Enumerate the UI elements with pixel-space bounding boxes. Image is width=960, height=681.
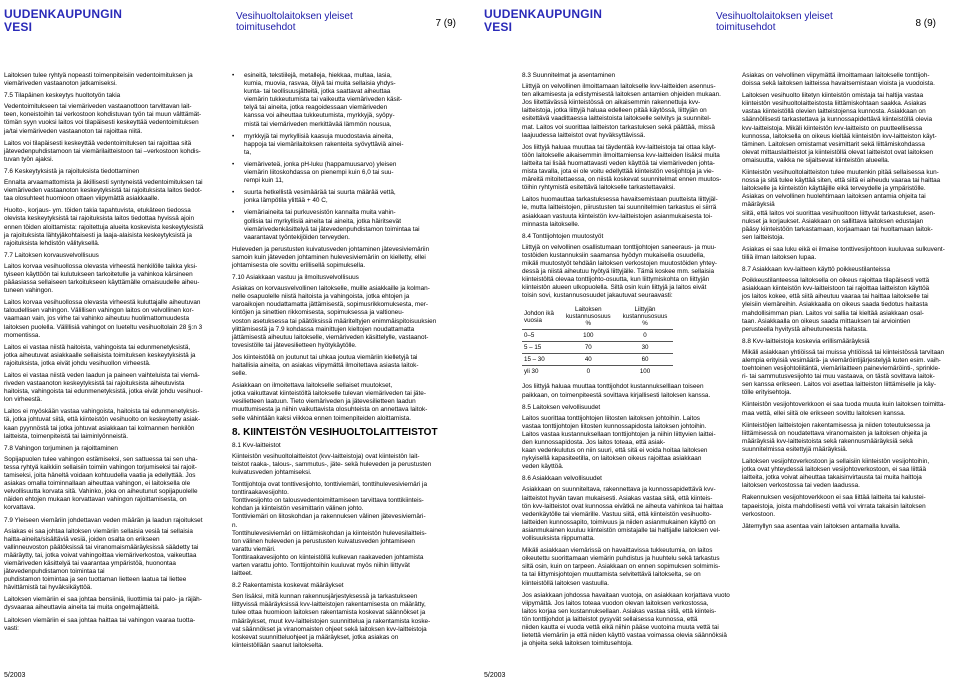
logo-line-2: VESI bbox=[4, 20, 33, 34]
paragraph: Jos asiakkaan johdossa havaitaan vuotoja, on asiakkaan korjattava vuoto viipymättä. Jos laitos toteaa vuodon olevan laitoksen verkostossa, laitos korjaa sen kustannuksellaan. Asiakas vastaa siitä, että kiinteis- tön tonttijohdot ja laitteistot pysyvät sellaisessa kunnossa, että niiden kautta ei vuoda vettä eikä niihin pääse vuotoina muuta vettä tai lietettä viemäriin ja että niiden käyttö vastaa voimassa olevia säännöksiä ja ohjeita sekä laitoksen toimitusehtoja. bbox=[522, 591, 730, 648]
table-cell: 0 bbox=[617, 330, 674, 342]
paragraph: Jos liittyjä haluaa muuttaa tai täydentää kvv-laitteistoja tai ottaa käyt- töön laitokselle aikaisemmin ilmoittamiensa kvv-laitteiden lisäksi muita laitteita tai lisää huomattavasti veden käyttöä tai viemäriveden johta- mista tavalla, jota ei ole voitu edellyttää kiinteistön vesijohtoja ja vie- märeitä mitoitettaessa, on niistä koskevat suunnitelmat ennen muutos- töihin ryhtymistä esitettävä laitokselle tarkastettavaksi. bbox=[522, 143, 722, 192]
table-row bbox=[522, 366, 673, 378]
bullet-text: myrkkyjä tai myrkyllisiä kaasuja muodostavia aineita, happoja tai viemärilaitoksen rakenteita syövyttäviä ainei- ta, bbox=[244, 132, 404, 156]
section-heading: 7.8 Vahingon torjuminen ja rajoittaminen bbox=[4, 444, 118, 452]
paragraph: Kiinteistön vesijohtoverkkoon ei saa tuoda muuta kuin laitoksen toimitta- maa vettä, ellei siitä ole erikseen sovittu laitoksen kanssa. bbox=[742, 401, 946, 417]
table-cell: 100 bbox=[560, 330, 617, 342]
right-column-1 bbox=[522, 72, 732, 652]
paragraph: Asiakkaan on ilmoitettava laitokselle sellaiset muutokset, jotka vaikuttavat kiinteistöltä laitokselle tulevan viemäriveden tai jäte- vesilietteen laatuun. Tieto viemäriveden ja jätevesilietteen laadun muuttumisesta ja niihin vaikuttavista olosuhteista on annettava laitok- selle vähintään kaksi viikkoa ennen toimenpiteiden aloittamista. bbox=[232, 382, 428, 422]
paragraph: Sopijapuolen tulee vahingon estämiseksi, sen sattuessa tai sen uha- tessa ryhtyä kaikkiin sellaisiin toimiin vahingon torjumiseksi tai rajoit- tamiseksi, joita häneltä voidaan kohtuudella vaatia ja edellyttää. Jos asiakas omalla toiminnallaan aiheuttaa vahingon, ei laitoksella ole velvollisuutta korvata sitä. Vahinko, joka on aiheutunut sopijapuolelle näiden ehtojen mukaan korvattavan vahingon rajoittamisesta, on korvattava. bbox=[4, 455, 198, 512]
right-col1-top bbox=[522, 72, 732, 300]
bullet-item bbox=[232, 133, 450, 157]
paragraph: Jos kiinteistöllä on joutunut tai uhkaa joutua viemäriin kielletyjä tai haitallisia aineita, on asiakas viipymättä ilmoitettava asiasta laitok- selle. bbox=[232, 353, 419, 378]
paragraph: Vedentoimitukseen tai viemäriveden vastaanottoon tarvittavan lait- teen, koneistoihin tai verkostoon kohdistuvan työn tai muun välttämät- tömän syyn vuoksi laitos voi tilapäisesti keskeyttää vedentoimituksen ja/tai viemäriveden vastaanoton tai rajoittaa niitä. bbox=[4, 103, 202, 135]
table-cell: 100 bbox=[617, 366, 674, 378]
bullet-text: viemäriveteä, jonka pH-luku (happamuusarvo) yleisen viemärin liitoskohdassa on pienempi kuin 6,0 tai suu- rempi kuin 11, bbox=[244, 160, 397, 185]
table-cell: 60 bbox=[617, 354, 674, 366]
header-title bbox=[716, 11, 833, 33]
bullet-icon: • bbox=[232, 209, 235, 217]
table-row bbox=[522, 342, 673, 354]
section-heading: 8.7 Asiakkaan kvv-laitteen käyttö poikkeustilanteissa bbox=[742, 266, 891, 274]
paragraph: Laitoksen viemäriin ei saa johtaa bensiiniä, liuottimia tai palo- ja räjäh- dysvaaraa aiheuttavia aineita tai muita ongelmajätteitä. bbox=[4, 596, 202, 612]
logo-line-2: VESI bbox=[484, 20, 513, 34]
page-footer: 5/2003 bbox=[4, 672, 26, 679]
bullet-text: esineitä, tekstiilejä, metalleja, hiekkaa, multaa, lasia, kumia, muovia, rasvaa, öljyä tai muita sellaisia yhdys- kunta- tai teollisuusjätteitä, jotka saattavat aiheuttaa viemärin tukkeutumista tai vaikeutta viemäriveden käsit- telyä tai aineita, jotka reagoidessaan viemäriveden kanssa voi aiheuttaa tukkeutumista, myrkkyjä, syöpy- mistä tai viemäriveden merkittävää lämmön nousua, bbox=[244, 72, 403, 128]
table-row bbox=[522, 330, 673, 342]
bullet-item bbox=[232, 209, 450, 241]
bullet-item bbox=[232, 161, 450, 185]
paragraph: Mikäli asiakkaan viemärissä on havaittavissa tukkeutumia, on laitos oikeutettu suorittamaan viemärin puhdistus ja huuhtelu sekä tarkastus siltä osin, kuin on tarpeen. Asiakkaan on ennen sopimuksen solmimis- ta tai liittymisjohtojen muuttamista selvitettävä laitokselta, se on kiinteistöllä laitoksen vastuulla. bbox=[522, 547, 721, 587]
left-column-2 bbox=[232, 72, 450, 654]
paragraph: Laitoksen vesijohtoverkostoon ja sellaisiin kiinteistön vesijohtoihin, jotka ovat yhteydessä laitoksen vesijohtoverkostoon, ei saa liittää laitteita, jotka voivat aiheuttaa takaisinvirtausta tai muita haittoja laitoksen verkostossa tai veden laadussa. bbox=[742, 458, 930, 490]
section-heading: 7.9 Yleiseen viemäriin johdettavan veden määrän ja laadun rajoitukset bbox=[4, 516, 203, 524]
paragraph: Laitos voi tilapäisesti keskeyttää vedentoimituksen tai rajoittaa sitä jätevedenpuhdistamoon tai viemärilaitteistoon tai –verkostoon kohdis- tuvan työn ajaksi. bbox=[4, 139, 201, 163]
paragraph: Asiakas on velvollinen viipymättä ilmoittamaan laitokselle tonttijoh- doissa sekä laitoksen laitteissa havaitsemistaan vioista ja vuodoista. bbox=[742, 72, 935, 88]
paragraph: Laitos ei myöskään vastaa vahingoista, haitoista tai edunmenetyksis- tä, jotka johtuvat siitä, että kiinteistön vesihuolto on keskeytetty asiak- kaan pyynnöstä tai jotka johtuvat asiakkaan tai kolmannen henkilön laitteista, toimenpiteistä tai laiminlyönneistä. bbox=[4, 408, 201, 440]
paragraph: Huolto-, korjaus- ym. töiden takia tapahtuvista, etukäteen tiedossa olevista keskeytyksistä tai rajoituksista laitos tiedottaa hyvissä ajoin ennen töiden aloittamista: rajoitettuja alueita koskevista keskeytyksistä ja rajoituksista lähtyjäkohtaisesti ja laaja-alaisista keskeytyksistä ja rajoituksista lehdistön välityksellä. bbox=[4, 207, 204, 247]
paragraph: Liittyjä on velvollinen ilmoittamaan laitokselle kvv-laitteiden asennus- ten alkamisesta ja edistymisestä laitoksen antamien ohjeiden mukaan. Jos liitettävässä kiinteistössä on aikaisemmin rakennettuja kvv- laitteistoja, jotka liittyjä haluaa edelleen pitää käytössä, liittyjän on esitettävä vaadittaessa laitteistoista laitokselle selvitys ja suunnitel- mat. Laitos voi suorittaa laitteiston tarkastuksen sekä päättää, missä laajuudessa laitteistot ovat hyväksyttävissä. bbox=[522, 83, 721, 139]
paragraph: Laitos huomauttaa tarkastuksessa havaitsemistaan puutteista liittyjäl- le, mutta laitteistojen, piirustusten tai suunnitelmien tarkastus ei siirrä asiakkaan vastuuta kiinteistön kvv-laitteistojen asianmukaisesta toi- minnasta laitokselle. bbox=[522, 196, 718, 228]
section-heading: 7.10 Asiakkaan vastuu ja ilmoitusvelvollisuus bbox=[232, 274, 359, 282]
paragraph: Sen lisäksi, mitä kunnan rakennusjärjestyksessä ja tarkastukseen liittyvissä määräyksissä kvv-laitteistojen rakentamisesta on määrätty, tulee ottaa huomioon laitoksen rakentamista koskevat säännökset ja määräykset, muut kvv-laitteistojen suunnittelua ja rakentamista koske- vat säännökset ja viranomaisten ohjeet sekä laitoksen kvv-laitteistoja koskevat suunnitteluohjeet ja määräykset, jotka asiakas on kiinteistöllään saanut laitokselta. bbox=[232, 593, 431, 649]
section-heading: 8.8 Kvv-laitteistoja koskevia erillismääräyksiä bbox=[742, 337, 870, 345]
page-8 bbox=[480, 0, 960, 681]
table-header-cell: Liittyjän kustannusosuus % bbox=[622, 306, 668, 328]
paragraph: Laitoksen vesihuolto liitetyn kiinteistön omistaja tai haltija vastaa kiinteistön vesihuoltolaitteistosta liittämiskohtaan saakka. Asiakas vastaa kiinteistöllä olevien laitteistojensa kunnosta. Asiakkaan on säännöllisesti tarkastettava ja kunnossapidettävä kiinteistöllä olevia kvv-laitteistoja. Mikäli kiinteistön kvv-laitteisto on puutteellisessa kunnossa, laitoksella on oikeus kieltää kiinteistön kvv-laitteiston käyt- täminen. Laitoksen omistamat vesimittarit sekä liittämiskohdassa olevat mittauslaitteistot ja kiinteistöllä olevat laitteistot ovat laitoksen omaisuutta, vaikka ne sijaitsevat kiinteistön alueella. bbox=[742, 92, 937, 164]
paragraph: Mikäli asiakkaan yhtiöissä tai muissa yhtiöissä tai kiinteistössä tarvitaan alempia erityisiä vesimäärä- ja viemäröintijärjestelyjä kuten esim. vaih- toehtoinen vesijohtoliitäntä, viemärilaitteen paineviemäröinti-, sprinkle- ri- tai sammutusvesijohto tai muu vastaava, on tästä sovittava laitok- sen kanssa erikseen. Laitos voi asettaa laitteiston liittämiselle ja käy- tölle erityisehtoja. bbox=[742, 348, 945, 397]
header-title-line-2: toimitusehdot bbox=[716, 22, 776, 33]
table-header-cell: Johdon ikä vuosia bbox=[524, 309, 554, 324]
table-header-cell: Laitoksen kustannusosuus % bbox=[565, 306, 611, 328]
section-heading: 8.2 Rakentamista koskevat määräykset bbox=[232, 582, 344, 590]
paragraph: Liittyjä on velvollinen osallistumaan tonttijohtojen saneeraus- ja muu- tostöiden kustannuksiin saamansa hyödyn mukaisella osuudella, mikäli muutostyöt tehdään laitoksen verkostojen muutostöiden yhtey- dessä ja niistä aiheutuu hyötyä liittyjälle. Tämä koskee mm. sellaisia kiinteistöltä olevaa tonttijohto-osuutta, kun liittymiskohta on liittyjän kiinteistön alueen ulkopuolella. Siltä osin kuin liittyjä ja laitos eivät toisin sovi, kustannusosuudet jakautuvat seuraavasti: bbox=[522, 243, 718, 300]
paragraph: Kiinteistöjen laitteistojen rakentamisessa ja niiden toteutuksessa ja liittämisessä on noudatettava viranomaisten ja laitoksen ohjeita ja määräyksiä kvv-laitteistoista sekä rakennusmääräyksiä sekä suunnitelmissa esitettyjä määräyksiä. bbox=[742, 421, 931, 453]
header-title-line-2: toimitusehdot bbox=[236, 22, 296, 33]
logo bbox=[4, 8, 122, 34]
table-cell: 40 bbox=[560, 354, 617, 366]
left-column-1 bbox=[4, 72, 218, 637]
paragraph: Asiakkaan on suunniteltava, rakennettava ja kunnossapidettävä kvv- laitteistot hyvän tavan mukaisesti. Asiakas vastaa siitä, että kiinteis- tön kvv-laitteistot ovat kunnossa eivätkä ne aiheuta vahinkoa tai haittaa vedenkäytölle tai viemärille. Vastuu siitä, että kiinteistön vesihuolto- laitteiden kunnossapito, toimivuus ja niiden asianmukainen käyttö on asianmukainen kuuluu kiinteistön omistajalle tai haltijalle laitoksen vel- vollisuuksista riippumatta. bbox=[522, 486, 724, 543]
logo bbox=[484, 8, 602, 34]
paragraph: Asiakas ei saa luku eikä ei ilmaise tonttivesijohtoon kuuluvaa sulkuvent- tiiliä ilman laitoksen lupaa. bbox=[742, 245, 945, 261]
paragraph: Jätemyllyn saa asentaa vain laitoksen antamalla luvalla. bbox=[742, 522, 901, 530]
paragraph: Ennalta arvaamattomista ja äkillisesti syntyneistä vedentoimituksen tai viemäriveden vastaanoton keskeytyksistä tai rajoituksista laitos tiedot- taa olosuhteet huomioon ottaen viipymättä asiakkaalle. bbox=[4, 179, 203, 203]
logo-line-1: UUDENKAUPUNGIN bbox=[4, 7, 123, 21]
right-col1-bottom bbox=[522, 383, 732, 648]
bullet-icon: • bbox=[232, 72, 235, 79]
paragraph: Tonttijohtoja ovat tonttivesijohto, tonttiviemäri, tonttihulevesiviemäri ja tonttiraakavesijohto. Tonttivesijohto on talousvedentoimittamiseen tarvittava tonttikiinteis- kohdan ja kiinteistön vesimittarin välinen johto. Tonttiviemäri on liitoskohdan ja rakennuksen välinen jätevesiviemäri- n. Tonttihulevesiviemäri on liittämiskohdan ja kiinteistön hulevesilaitteis- ton välinen huleveden ja perustusten kuivatusveden johtamiseen varattu viemäri. Tonttiraakavesijohto on kiinteistöllä kulkevan raakaveden johtamista varten varattu johto. Tonttijohtoihin kuuluvat myös niihin liittyvät laitteet. bbox=[232, 481, 428, 578]
page-header bbox=[484, 8, 952, 36]
paragraph: Laitos ei vastaa niistä veden laadun ja paineen vaihteluista tai viemä- riveden vastaanoton keskeytyksistä tai rajoituksista aiheutuvista haitoista, vahingoista tai edunmenetyksistä, jotka eivät johdu vesihuol- lon virheestä. bbox=[4, 372, 203, 404]
bullet-text: suurta hetkellistä vesimäärää tai suurta määrää vettä, jonka lämpötila ylittää + 40 C, bbox=[244, 189, 396, 205]
paragraph: Laitoksen tulee ryhtyä nopeasti toimenpiteisiin vedentoimituksen ja viemäriveden vastaanoton jatkamiseksi. bbox=[4, 72, 193, 88]
bullet-text: viemäriaineita tai purkuvesistön kannalta muita vahin- gollisia tai myrkyllisiä aineita tai aineita, jotka häiritsevät viemärivedenkäsittelyä tai jätevedenpuhdistamon toimintaa tai vaarantavat työntekijöiden terveyden. bbox=[244, 209, 420, 241]
paragraph: Laitos suorittaa tonttijohtojen liitosten laitoksen johtoihin. Laitos vastaa tonttijohtojen liitosten kunnossapidosta laitoksen johtoihin. Laitos vastaa kustannuksellaan tonttijohtojen ja niihin liittyvien laittei- den kunnossapidosta. Jos laitos toteaa, että asiak- kaan vedenkulutus on niin suuri, että sitä ei voida hoitaa laitoksen nykyisellä kapasiteetilla, on laitoksen oikeus rajoittaa asiakkaan veden käyttöä. bbox=[522, 414, 716, 471]
table-cell: 15 – 30 bbox=[522, 354, 560, 366]
page-number: 8 (9) bbox=[915, 18, 936, 29]
logo-line-1: UUDENKAUPUNGIN bbox=[484, 7, 603, 21]
page-header bbox=[4, 8, 472, 36]
header-title bbox=[236, 11, 353, 33]
header-title-line-1: Vesihuoltolaitoksen yleiset bbox=[716, 11, 833, 22]
page-footer: 5/2003 bbox=[484, 672, 506, 679]
table-cell: 0–5 bbox=[522, 330, 560, 342]
right-column-2 bbox=[742, 72, 952, 535]
paragraph: Kiinteistön vesihuoltolaitteistot (kvv-laitteistoja) ovat kiinteistön lait- teistot raaka-, talous-, sammutus-, jäte- sekä huleveden ja perustusten kuivatusveden johtamiseksi. bbox=[232, 452, 432, 476]
paragraph: Laitoksen viemäriin ei saa johtaa haittaa tai vahingon vaaraa tuotta- vasti: bbox=[4, 616, 196, 632]
table-row bbox=[522, 354, 673, 366]
bullet-icon: • bbox=[232, 132, 235, 140]
section-heading: 7.5 Tilapäinen keskeytys huoltotyön takia bbox=[4, 92, 121, 100]
paragraph: Jos liittyjä haluaa muuttaa tonttijohdot kustannukselllaan toiseen paikkaan, on toimenpiteestä sovittava kirjallisesti laitoksen kanssa. bbox=[522, 383, 711, 399]
paragraph: Poikkeustilanteessa laitoksella on oikeus rajoittaa tilapäisesti vettä asiakkaan kiinteistön kvv-laitteistoon tai rajoittaa laitteiston käyttöä jos laitos kokee, että siitä aiheutuu vaaraa tai haittaa laitokselle tai yleisiin viemäreihin. Asiakkaalla on oikeus saada tiedotus haitasta mahdollisimman pian. Laitos voi sallia tai kieltää asiakkaan osal- taan. Asiakkaalla on oikeus saada mittauksen tai arviointien perusteella hyvitystä aiheutuneesta haitasta. bbox=[742, 277, 930, 333]
section-heading: 8.1 Kvv-laitteistot bbox=[232, 441, 281, 449]
bullet-item bbox=[232, 72, 450, 129]
section-heading: 8.6 Asiakkaan velvollisuudet bbox=[522, 475, 602, 483]
section-heading: 7.7 Laitoksen korvausvelvollisuus bbox=[4, 251, 99, 259]
table-cell: 5 – 15 bbox=[522, 342, 560, 354]
bullet-icon: • bbox=[232, 160, 235, 168]
paragraph: Huleveden ja perustusten kuivatusveden johtaminen jätevesiviemäriin samoin kuin jäteveden johtaminen hulevesiviemäriin on kielletty, ellei johtamisesta ole sovittu erillisellä sopimuksella. bbox=[232, 245, 430, 269]
table-cell: 70 bbox=[560, 342, 617, 354]
table-cell: yli 30 bbox=[522, 366, 560, 378]
header-title-line-1: Vesihuoltolaitoksen yleiset bbox=[236, 11, 353, 22]
section-heading: 8.3 Suunnitelmat ja asentaminen bbox=[522, 72, 616, 79]
paragraph: Laitos korvaa vesihuollossa olevasta virheestä henkilölle taikka yksi- tyiseen käyttöön tai kulutukseen tarkoitetulle ja vahinkoa kärsineen pääasiassa sellaiseen tarkoitukseen käyttämälle omaisuudelle aiheu- tuneen vahingon. bbox=[4, 262, 200, 295]
section-heading: 8.5 Laitoksen velvollisuudet bbox=[522, 403, 601, 411]
table-cell: 30 bbox=[617, 342, 674, 354]
paragraph: Laitos korvaa vesihuollossa olevasta virheestä kuluttajalle aiheutuvan taloudellisen vahingon. Välillisen vahingon laitos on velvollinen kor- vaamaan vain, jos virhe tai vahinko aiheutuu huolimattomuudesta laitoksen puolella. Välillisiä vahingot on lueteltu vesihuoltolain 28 §:n 3 momentissa. bbox=[4, 299, 203, 339]
chapter-heading: 8. KIINTEISTÖN VESIHUOLTOLAITTEISTOT bbox=[232, 426, 438, 438]
paragraph: Laitos ei vastaa niistä haitoista, vahingoista tai edunmenetyksistä, jotka aiheutuvat asiakkaalle sellaisista toimituksen keskeytyksistä ja rajoituksista, jotka eivät johdu vesihuollon virheestä. bbox=[4, 343, 196, 367]
paragraph: Kiinteistön vesihuoltolaitteiston tulee muutenkin pitää sellaisessa kun- nossa ja sitä tulee käyttää siten, että siitä ei aiheudu vaaraa tai haittaa laitokselle ja kiinteistön käyttäjille eikä terveydelle ja ympäristölle. Asiakas on velvollinen huolehtimaan laitoksen antamia ohjeita tai määräyksiä siitä, että laitos voi suorittaa vesihuoltoon liittyvät tarkastukset, asen- nukset ja korjaukset. Asiakkaan on sallittava laitoksen edustajan pääsy kiinteistöön tarkastamaan, korjaamaan tai huoltamaan laitok- sen laitteistoja. bbox=[742, 169, 941, 241]
table-cell: 0 bbox=[560, 366, 617, 378]
bullet-item bbox=[232, 189, 450, 205]
page-number: 7 (9) bbox=[435, 18, 456, 29]
section-heading: 7.6 Keskeytyksistä ja rajoituksista tiedottaminen bbox=[4, 167, 140, 175]
bullet-icon: • bbox=[232, 189, 235, 197]
section-heading: 8.4 Tonttijohtojen muutostyöt bbox=[522, 232, 604, 240]
paragraph: Asiakas on korvausvelvollinen laitokselle, muille asiakkaille ja kolman- nelle osapuolelle niistä haitoista ja vahingoista, jotka ehtojen ja varoaikojen noudattamatta jättämisestä, sopimusrikkomuksesta, mer- kintöjen ja sinettien rikkomisesta, sopimuksessa ja valtioneu- voston asetuksessa tai päätöksissä määriteltyjen enimmäispitoisuuksien ylittämisestä ja 7.9 kohdassa mainittujen kieltojen noudattamatta jättämisestä aiheutuu laitokselle, viemäriveden käsittelylle, vastaanot- tovesistölle tai jätevesilietteen hyötykäytölle. bbox=[232, 285, 437, 349]
cost-share-table bbox=[522, 304, 673, 377]
paragraph: Asiakas ei saa johtaa laitoksen viemäriin sellaisia vesiä tai sellaisia haitta-aineita/sisältäviä vesiä, joiden osalta on erikseen vallinneuvoston päätöksissä tai viranomaismääräyksissä säädetty tai määräytty, tai, jotka voivat vahingoittaa viemäriverkostoa, vaikeuttaa viemäriveden käsittelyä tai vaarantaa ympäristöä, huonontaa jätevedenpuhdistamon toimintaa tai puhdistamon toimintaa ja sen tuottaman lietteen laatua tai liettee hävittämistä tai hyväksikäyttöä. bbox=[4, 527, 199, 592]
paragraph: Rakennuksen vesijohtoverkkoon ei saa liittää laitteita tai kalustei- tapaeistoja, joista mahdollisesti vettä voi virrata takaisin laitoksen verkostoon. bbox=[742, 494, 926, 518]
